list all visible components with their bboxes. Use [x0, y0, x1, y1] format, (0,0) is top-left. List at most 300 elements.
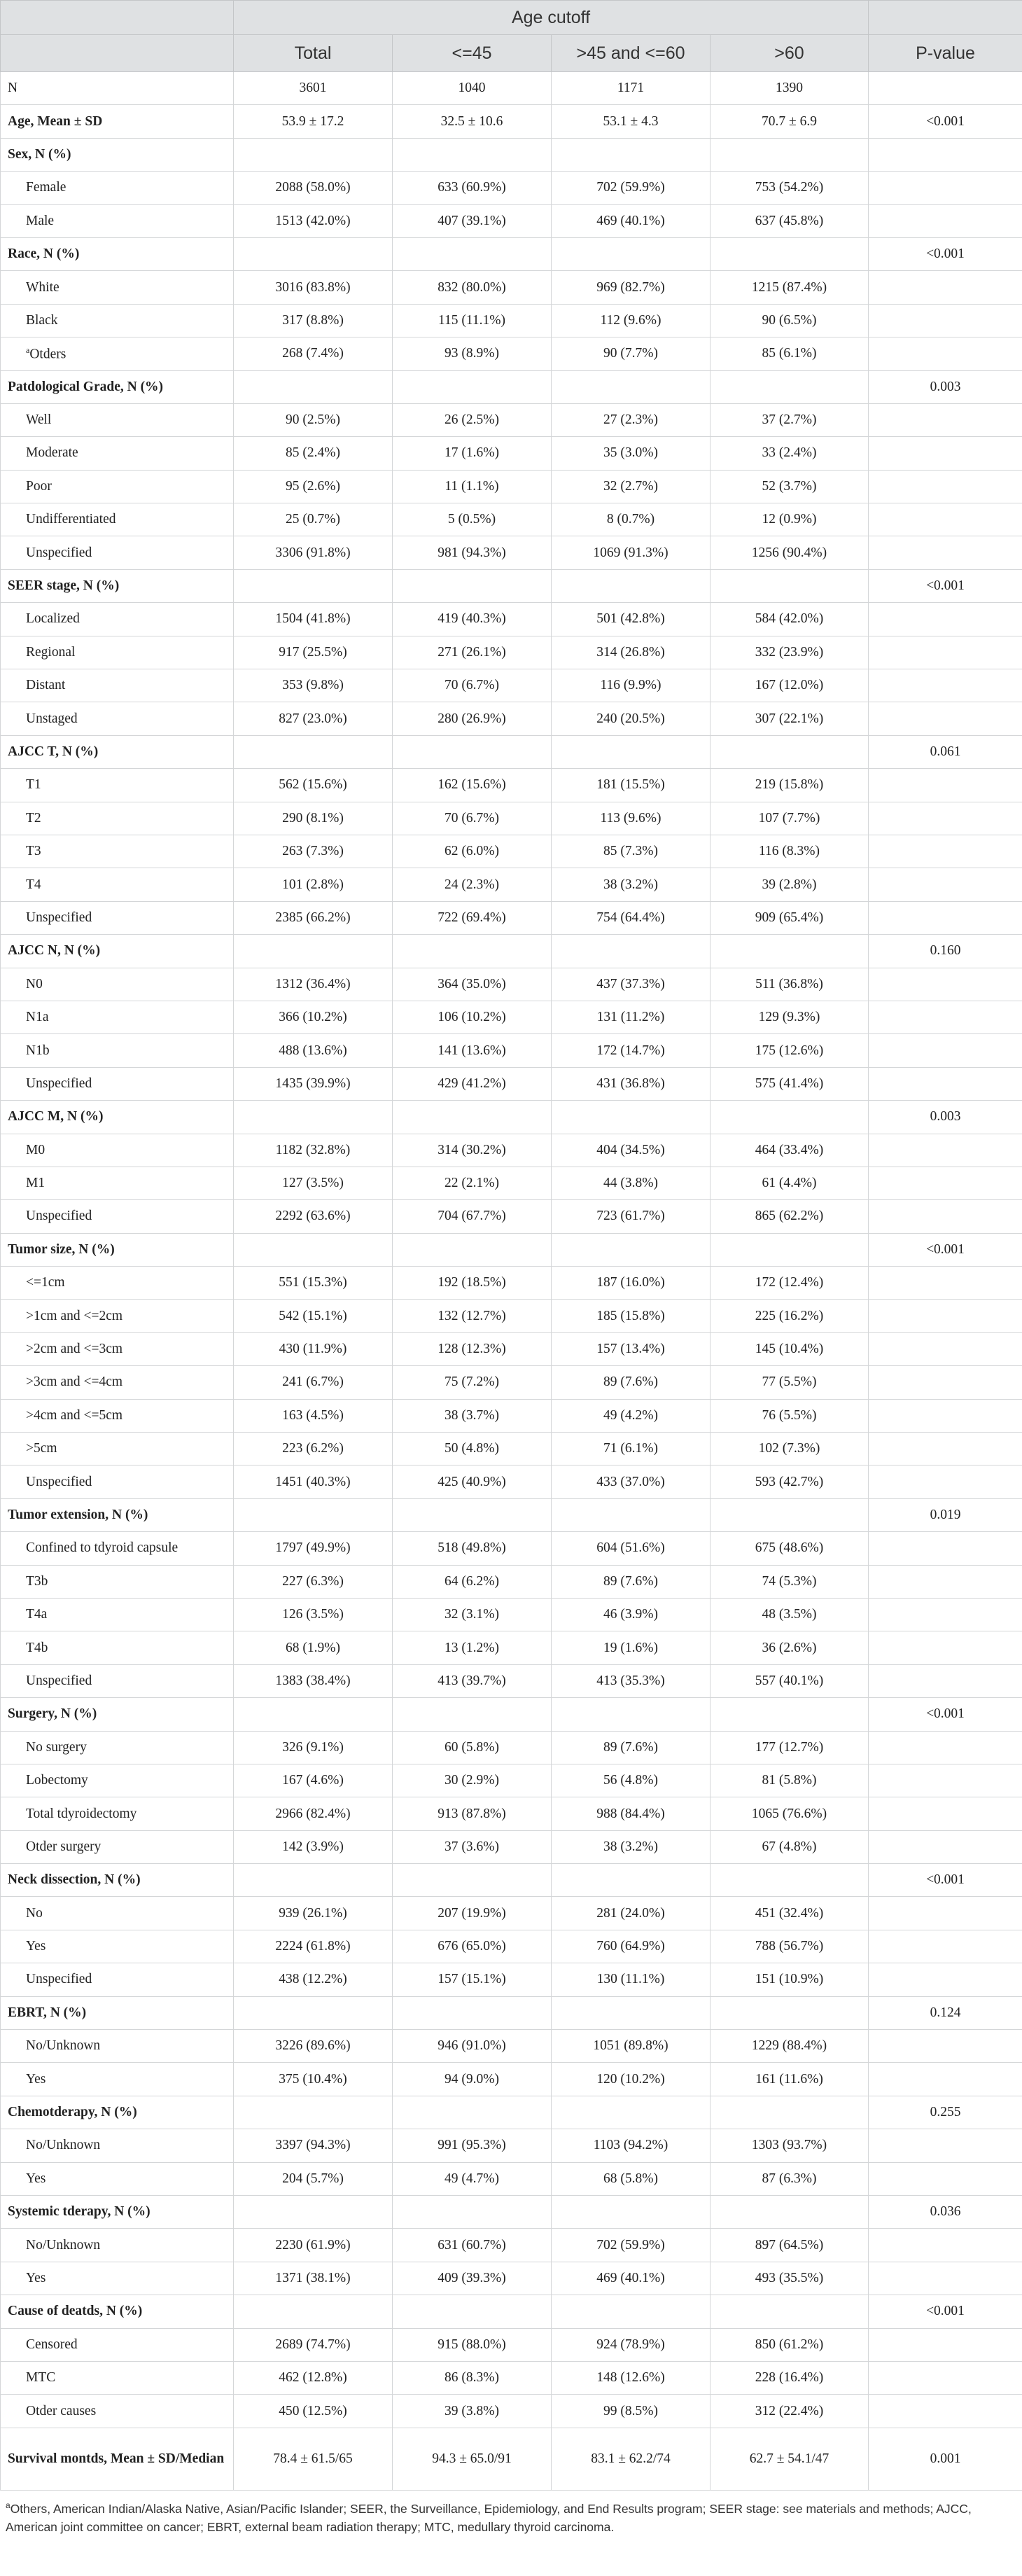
cell-age-gt-60: 228 (16.4%) — [710, 2361, 869, 2394]
row-label-cell — [1, 1565, 234, 1598]
cell-age-le-45: 93 (8.9%) — [393, 337, 552, 370]
cell-p-value — [869, 2395, 1022, 2428]
cell-age-le-45: 364 (35.0%) — [393, 968, 552, 1001]
row-label: Cause of deatds, N (%) — [8, 2304, 143, 2319]
cell-age-45-60: 38 (3.2%) — [552, 868, 710, 901]
row-label: T2 — [26, 810, 41, 826]
cell-p-value: <0.001 — [869, 569, 1022, 602]
subcategory-row — [1, 669, 1022, 702]
subcategory-row — [1, 1631, 1022, 1664]
subcategory-row — [1, 968, 1022, 1001]
cell-p-value — [869, 172, 1022, 204]
cell-p-value — [869, 536, 1022, 569]
cell-age-gt-60: 753 (54.2%) — [710, 172, 869, 204]
cell-age-gt-60: 865 (62.2%) — [710, 1200, 869, 1233]
cell-total: 1312 (36.4%) — [234, 968, 393, 1001]
row-label: Moderate — [26, 445, 78, 461]
row-label: Unspecified — [26, 1474, 92, 1489]
cell-age-45-60: 83.1 ± 62.2/74 — [552, 2428, 710, 2490]
subcategory-row — [1, 1764, 1022, 1797]
cell-p-value — [869, 1897, 1022, 1930]
cell-age-le-45: 946 (91.0%) — [393, 2030, 552, 2063]
cell-p-value — [869, 503, 1022, 536]
subcategory-row — [1, 2063, 1022, 2096]
cell-age-gt-60: 593 (42.7%) — [710, 1465, 869, 1498]
row-label-cell — [1, 669, 234, 702]
row-label: Chemotderapy, N (%) — [8, 2105, 137, 2120]
cell-age-45-60: 89 (7.6%) — [552, 1565, 710, 1598]
subcategory-row — [1, 2129, 1022, 2162]
cell-age-45-60: 148 (12.6%) — [552, 2361, 710, 2394]
cell-total: 430 (11.9%) — [234, 1332, 393, 1365]
row-label-cell — [1, 105, 234, 138]
subcategory-row — [1, 536, 1022, 569]
category-row — [1, 370, 1022, 403]
category-row — [1, 2096, 1022, 2129]
row-label-cell — [1, 403, 234, 436]
row-label: No/Unknown — [26, 2237, 101, 2253]
cell-age-45-60 — [552, 138, 710, 171]
cell-age-gt-60: 39 (2.8%) — [710, 868, 869, 901]
cell-age-gt-60: 175 (12.6%) — [710, 1034, 869, 1067]
cell-age-45-60 — [552, 2196, 710, 2229]
cell-age-gt-60 — [710, 138, 869, 171]
cell-p-value — [869, 2162, 1022, 2195]
subcategory-row — [1, 702, 1022, 735]
category-row — [1, 237, 1022, 270]
row-label-cell — [1, 1034, 234, 1067]
cell-age-gt-60 — [710, 2295, 869, 2328]
cell-age-le-45: 5 (0.5%) — [393, 503, 552, 536]
header-age-45-60: >45 and <=60 — [552, 35, 710, 72]
row-label: Localized — [26, 611, 80, 627]
subcategory-row — [1, 1034, 1022, 1067]
row-label-cell — [1, 536, 234, 569]
cell-age-gt-60: 116 (8.3%) — [710, 835, 869, 868]
cell-p-value: 0.001 — [869, 2428, 1022, 2490]
cell-p-value: 0.019 — [869, 1498, 1022, 1531]
cell-p-value — [869, 1200, 1022, 1233]
row-label: White — [26, 279, 59, 295]
row-label-cell — [1, 1067, 234, 1100]
cell-total: 353 (9.8%) — [234, 669, 393, 702]
cell-age-le-45: 676 (65.0%) — [393, 1930, 552, 1963]
cell-age-le-45 — [393, 370, 552, 403]
cell-total: 2292 (63.6%) — [234, 1200, 393, 1233]
cell-age-gt-60: 788 (56.7%) — [710, 1930, 869, 1963]
row-label: Systemic tderapy, N (%) — [8, 2204, 150, 2220]
cell-age-gt-60 — [710, 735, 869, 768]
cell-total: 1513 (42.0%) — [234, 204, 393, 237]
cell-age-45-60: 44 (3.8%) — [552, 1167, 710, 1199]
subcategory-row — [1, 2030, 1022, 2063]
subcategory-row — [1, 1001, 1022, 1033]
cell-age-45-60: 112 (9.6%) — [552, 304, 710, 337]
cell-age-le-45: 24 (2.3%) — [393, 868, 552, 901]
cell-total: 126 (3.5%) — [234, 1598, 393, 1631]
row-label-cell — [1, 1001, 234, 1033]
cell-age-gt-60 — [710, 1864, 869, 1897]
row-label-cell — [1, 470, 234, 503]
row-label: N1a — [26, 1010, 49, 1025]
row-label: Patdological Grade, N (%) — [8, 379, 164, 394]
cell-p-value — [869, 1930, 1022, 1963]
cell-total: 488 (13.6%) — [234, 1034, 393, 1067]
row-label-cell — [1, 370, 234, 403]
cell-age-le-45: 429 (41.2%) — [393, 1067, 552, 1100]
cell-total: 375 (10.4%) — [234, 2063, 393, 2096]
cell-total: 263 (7.3%) — [234, 835, 393, 868]
cell-age-le-45: 30 (2.9%) — [393, 1764, 552, 1797]
row-label: Total tdyroidectomy — [26, 1806, 137, 1821]
cell-age-45-60: 8 (0.7%) — [552, 503, 710, 536]
cell-age-45-60: 1069 (91.3%) — [552, 536, 710, 569]
cell-p-value — [869, 1167, 1022, 1199]
row-label-cell — [1, 1134, 234, 1167]
subcategory-row — [1, 1897, 1022, 1930]
cell-age-gt-60: 76 (5.5%) — [710, 1399, 869, 1432]
subcategory-row — [1, 1830, 1022, 1863]
category-row — [1, 2196, 1022, 2229]
cell-age-gt-60: 451 (32.4%) — [710, 1897, 869, 1930]
cell-age-gt-60: 12 (0.9%) — [710, 503, 869, 536]
cell-age-le-45: 75 (7.2%) — [393, 1366, 552, 1399]
row-label: Unstaged — [26, 711, 78, 726]
footnote-text: Others, American Indian/Alaska Native, Asian/Pacific Islander; SEER, the Surveillance, Epidemiology, and End Results program; SEER stage: see materials and methods; AJCC, American joint committee on cancer; EBRT, external beam radiation therapy; MTC, medullary thyroid carcinoma. — [6, 2501, 972, 2534]
cell-age-gt-60: 307 (22.1%) — [710, 702, 869, 735]
cell-total: 1435 (39.9%) — [234, 1067, 393, 1100]
row-label: Yes — [26, 1939, 46, 1954]
cell-total: 3226 (89.6%) — [234, 2030, 393, 2063]
cell-total: 1451 (40.3%) — [234, 1465, 393, 1498]
category-row — [1, 1698, 1022, 1731]
cell-p-value — [869, 1433, 1022, 1465]
cell-age-45-60: 56 (4.8%) — [552, 1764, 710, 1797]
cell-age-45-60 — [552, 569, 710, 602]
cell-age-le-45: 425 (40.9%) — [393, 1465, 552, 1498]
cell-age-45-60: 185 (15.8%) — [552, 1300, 710, 1332]
row-label: Confined to tdyroid capsule — [26, 1540, 178, 1556]
cell-age-le-45: 518 (49.8%) — [393, 1532, 552, 1565]
row-label-cell — [1, 2129, 234, 2162]
cell-p-value — [869, 1764, 1022, 1797]
row-label: T4b — [26, 1640, 48, 1655]
row-label: Unspecified — [26, 1209, 92, 1224]
cell-p-value — [869, 337, 1022, 370]
category-row — [1, 1996, 1022, 2029]
row-label: Sex, N (%) — [8, 146, 71, 162]
row-label: Tumor size, N (%) — [8, 1241, 115, 1257]
cell-age-45-60: 1171 — [552, 72, 710, 105]
cell-total: 438 (12.2%) — [234, 1963, 393, 1996]
cell-age-le-45: 70 (6.7%) — [393, 802, 552, 835]
row-label-cell — [1, 138, 234, 171]
row-label-cell — [1, 1963, 234, 1996]
cell-total: 241 (6.7%) — [234, 1366, 393, 1399]
row-label-cell — [1, 1399, 234, 1432]
subcategory-row — [1, 901, 1022, 934]
cell-total — [234, 237, 393, 270]
cell-p-value — [869, 1267, 1022, 1300]
cell-age-le-45: 704 (67.7%) — [393, 1200, 552, 1233]
cell-age-gt-60 — [710, 2196, 869, 2229]
cell-age-le-45: 413 (39.7%) — [393, 1664, 552, 1697]
header-age-gt-60: >60 — [710, 35, 869, 72]
row-label: Male — [26, 213, 55, 228]
category-row — [1, 2428, 1022, 2490]
cell-age-45-60 — [552, 1233, 710, 1266]
cell-total — [234, 2196, 393, 2229]
subcategory-row — [1, 1433, 1022, 1465]
cell-p-value — [869, 271, 1022, 304]
cell-age-gt-60: 33 (2.4%) — [710, 437, 869, 470]
cell-age-gt-60: 81 (5.8%) — [710, 1764, 869, 1797]
subcategory-row — [1, 603, 1022, 636]
row-label-cell — [1, 2030, 234, 2063]
cell-age-45-60: 760 (64.9%) — [552, 1930, 710, 1963]
row-label-cell — [1, 2196, 234, 2229]
cell-total: 2230 (61.9%) — [234, 2229, 393, 2262]
row-label: Distant — [26, 678, 66, 693]
cell-age-gt-60: 219 (15.8%) — [710, 769, 869, 802]
cell-p-value — [869, 1963, 1022, 1996]
category-row — [1, 735, 1022, 768]
cell-age-le-45: 106 (10.2%) — [393, 1001, 552, 1033]
row-label: >3cm and <=4cm — [26, 1374, 123, 1390]
row-label-cell — [1, 636, 234, 669]
cell-age-gt-60: 1065 (76.6%) — [710, 1797, 869, 1830]
row-label: SEER stage, N (%) — [8, 578, 120, 594]
cell-age-le-45: 49 (4.7%) — [393, 2162, 552, 2195]
subcategory-row — [1, 1300, 1022, 1332]
cell-total — [234, 735, 393, 768]
cell-p-value — [869, 1300, 1022, 1332]
cell-age-le-45: 419 (40.3%) — [393, 603, 552, 636]
cell-age-45-60: 49 (4.2%) — [552, 1399, 710, 1432]
subcategory-row — [1, 1963, 1022, 1996]
row-label-cell — [1, 2328, 234, 2361]
cell-total: 2385 (66.2%) — [234, 901, 393, 934]
row-label-cell — [1, 1830, 234, 1863]
cell-age-gt-60: 464 (33.4%) — [710, 1134, 869, 1167]
subcategory-row — [1, 1731, 1022, 1764]
cell-age-le-45: 60 (5.8%) — [393, 1731, 552, 1764]
category-row — [1, 2295, 1022, 2328]
cell-p-value: 0.036 — [869, 2196, 1022, 2229]
cell-age-gt-60: 557 (40.1%) — [710, 1664, 869, 1697]
cell-age-45-60: 604 (51.6%) — [552, 1532, 710, 1565]
row-label: No/Unknown — [26, 2138, 101, 2153]
subcategory-row — [1, 802, 1022, 835]
cell-p-value — [869, 2229, 1022, 2262]
category-row — [1, 1233, 1022, 1266]
cell-age-gt-60 — [710, 1498, 869, 1531]
cell-total: 95 (2.6%) — [234, 470, 393, 503]
cell-age-le-45: 981 (94.3%) — [393, 536, 552, 569]
row-label: Race, N (%) — [8, 246, 80, 262]
cell-age-le-45: 913 (87.8%) — [393, 1797, 552, 1830]
cell-age-45-60: 281 (24.0%) — [552, 1897, 710, 1930]
row-label: N1b — [26, 1043, 50, 1058]
cell-age-45-60: 46 (3.9%) — [552, 1598, 710, 1631]
cell-p-value — [869, 1366, 1022, 1399]
category-row — [1, 1498, 1022, 1531]
row-label: Black — [26, 312, 58, 328]
cell-age-45-60: 723 (61.7%) — [552, 1200, 710, 1233]
row-label: >5cm — [26, 1441, 57, 1456]
row-label-cell — [1, 2162, 234, 2195]
cell-total: 142 (3.9%) — [234, 1830, 393, 1863]
cell-age-45-60: 90 (7.7%) — [552, 337, 710, 370]
cell-age-45-60: 113 (9.6%) — [552, 802, 710, 835]
cell-age-45-60: 969 (82.7%) — [552, 271, 710, 304]
cell-age-gt-60: 850 (61.2%) — [710, 2328, 869, 2361]
cell-age-le-45: 38 (3.7%) — [393, 1399, 552, 1432]
subcategory-row — [1, 1399, 1022, 1432]
row-label: Yes — [26, 2171, 46, 2186]
row-label-cell — [1, 1698, 234, 1731]
cell-total: 78.4 ± 61.5/65 — [234, 2428, 393, 2490]
cell-age-le-45: 271 (26.1%) — [393, 636, 552, 669]
subcategory-row — [1, 1532, 1022, 1565]
cell-age-gt-60: 493 (35.5%) — [710, 2262, 869, 2295]
cell-total: 1383 (38.4%) — [234, 1664, 393, 1697]
cell-age-gt-60: 172 (12.4%) — [710, 1267, 869, 1300]
cell-total — [234, 569, 393, 602]
header-empty-cell — [1, 35, 234, 72]
row-label-cell — [1, 1465, 234, 1498]
cell-age-45-60 — [552, 935, 710, 968]
row-label-cell — [1, 569, 234, 602]
cell-age-gt-60: 909 (65.4%) — [710, 901, 869, 934]
cell-total: 290 (8.1%) — [234, 802, 393, 835]
cell-total: 917 (25.5%) — [234, 636, 393, 669]
cell-p-value — [869, 1465, 1022, 1498]
row-label-cell — [1, 1267, 234, 1300]
subcategory-row — [1, 2361, 1022, 2394]
subcategory-row — [1, 1930, 1022, 1963]
cell-age-45-60: 469 (40.1%) — [552, 2262, 710, 2295]
cell-age-le-45: 86 (8.3%) — [393, 2361, 552, 2394]
cell-p-value — [869, 1631, 1022, 1664]
cell-age-le-45: 26 (2.5%) — [393, 403, 552, 436]
row-label-cell — [1, 901, 234, 934]
cell-total: 167 (4.6%) — [234, 1764, 393, 1797]
row-label-cell — [1, 1598, 234, 1631]
cell-age-45-60: 27 (2.3%) — [552, 403, 710, 436]
row-label: Surgery, N (%) — [8, 1706, 97, 1722]
cell-total: 1182 (32.8%) — [234, 1134, 393, 1167]
row-label-cell — [1, 935, 234, 968]
row-label-cell — [1, 2262, 234, 2295]
cell-age-le-45: 631 (60.7%) — [393, 2229, 552, 2262]
cell-total: 223 (6.2%) — [234, 1433, 393, 1465]
cell-p-value — [869, 1797, 1022, 1830]
subcategory-row — [1, 271, 1022, 304]
header-total: Total — [234, 35, 393, 72]
row-label-cell — [1, 2428, 234, 2490]
cell-age-le-45 — [393, 1233, 552, 1266]
cell-age-gt-60: 1229 (88.4%) — [710, 2030, 869, 2063]
cell-p-value — [869, 669, 1022, 702]
cell-age-45-60: 35 (3.0%) — [552, 437, 710, 470]
cell-age-45-60: 924 (78.9%) — [552, 2328, 710, 2361]
cell-age-le-45 — [393, 138, 552, 171]
row-label-cell — [1, 2361, 234, 2394]
cell-age-le-45: 991 (95.3%) — [393, 2129, 552, 2162]
cell-p-value — [869, 138, 1022, 171]
cell-age-le-45 — [393, 1101, 552, 1134]
category-row — [1, 105, 1022, 138]
cell-age-gt-60: 167 (12.0%) — [710, 669, 869, 702]
cell-age-le-45: 162 (15.6%) — [393, 769, 552, 802]
cell-age-gt-60: 62.7 ± 54.1/47 — [710, 2428, 869, 2490]
cell-total — [234, 1101, 393, 1134]
cell-age-le-45: 32 (3.1%) — [393, 1598, 552, 1631]
cell-p-value — [869, 1731, 1022, 1764]
cell-age-45-60: 1103 (94.2%) — [552, 2129, 710, 2162]
row-label-cell — [1, 1631, 234, 1664]
row-label-cell — [1, 1532, 234, 1565]
cell-age-le-45 — [393, 935, 552, 968]
cell-p-value — [869, 1332, 1022, 1365]
cell-age-le-45: 141 (13.6%) — [393, 1034, 552, 1067]
row-label: MTC — [26, 2370, 56, 2386]
cell-p-value: 0.003 — [869, 1101, 1022, 1134]
cell-total — [234, 138, 393, 171]
cell-total: 450 (12.5%) — [234, 2395, 393, 2428]
row-label: Otders — [29, 347, 66, 362]
cell-p-value — [869, 2030, 1022, 2063]
cell-p-value: <0.001 — [869, 2295, 1022, 2328]
cell-p-value: <0.001 — [869, 105, 1022, 138]
cell-age-gt-60: 67 (4.8%) — [710, 1830, 869, 1863]
cell-p-value — [869, 1664, 1022, 1697]
cell-age-gt-60: 90 (6.5%) — [710, 304, 869, 337]
cell-total — [234, 1996, 393, 2029]
row-label-cell — [1, 1498, 234, 1531]
category-row — [1, 935, 1022, 968]
cell-p-value — [869, 470, 1022, 503]
cell-age-45-60: 437 (37.3%) — [552, 968, 710, 1001]
cell-age-le-45: 115 (11.1%) — [393, 304, 552, 337]
cell-p-value — [869, 2328, 1022, 2361]
row-label: EBRT, N (%) — [8, 2005, 87, 2020]
cell-age-45-60: 89 (7.6%) — [552, 1731, 710, 1764]
cell-p-value — [869, 2361, 1022, 2394]
subcategory-row — [1, 1598, 1022, 1631]
row-label-cell — [1, 1300, 234, 1332]
row-label-cell — [1, 271, 234, 304]
cell-age-le-45: 407 (39.1%) — [393, 204, 552, 237]
cell-total: 1797 (49.9%) — [234, 1532, 393, 1565]
row-label: T3 — [26, 844, 41, 859]
cell-total: 25 (0.7%) — [234, 503, 393, 536]
cell-total: 2088 (58.0%) — [234, 172, 393, 204]
cell-age-gt-60: 37 (2.7%) — [710, 403, 869, 436]
cell-age-gt-60: 102 (7.3%) — [710, 1433, 869, 1465]
cell-age-le-45: 37 (3.6%) — [393, 1830, 552, 1863]
subcategory-row — [1, 1134, 1022, 1167]
cell-age-gt-60: 1303 (93.7%) — [710, 2129, 869, 2162]
cell-age-45-60: 433 (37.0%) — [552, 1465, 710, 1498]
cell-age-45-60: 120 (10.2%) — [552, 2063, 710, 2096]
row-label: Otder surgery — [26, 1839, 102, 1854]
cell-age-le-45: 64 (6.2%) — [393, 1565, 552, 1598]
cell-age-45-60 — [552, 2295, 710, 2328]
cell-total: 462 (12.8%) — [234, 2361, 393, 2394]
cell-age-gt-60: 145 (10.4%) — [710, 1332, 869, 1365]
